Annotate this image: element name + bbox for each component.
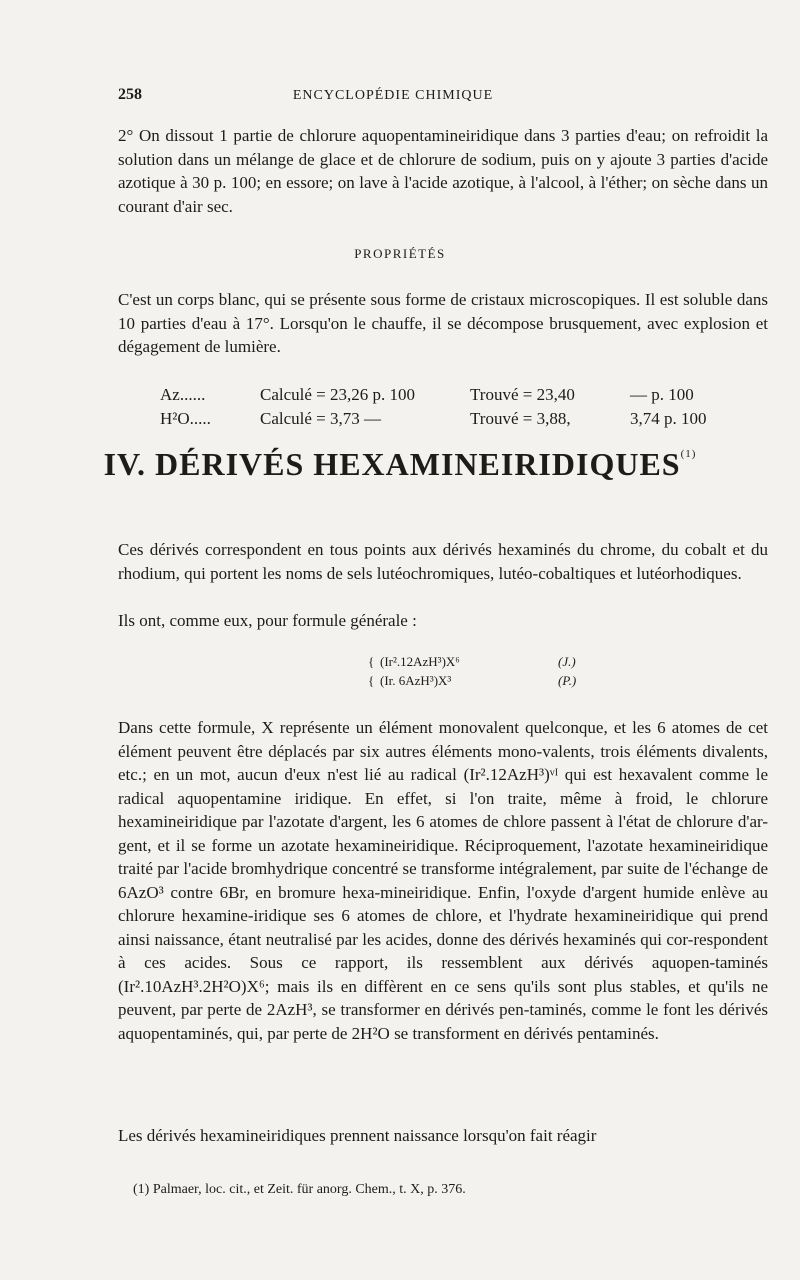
header-title: ENCYCLOPÉDIE CHIMIQUE [292,88,494,103]
footnote: (1) Palmaer, loc. cit., et Zeit. für anorg. Chem., t. X, p. 376. [133,1182,466,1197]
paragraph-formation: Les dérivés hexamineiridiques prennent naissance lorsqu'on fait réagir [118,1126,597,1145]
paragraph-intro: Ces dérivés correspondent en tous points aux dérivés hexaminés du chrome, du cobalt et du rhodium, qui portent les noms de sels lutéochromiques, lutéo-cobaltiques et lutéorhodiques. [118,540,768,583]
formula-row: { (Ir. 6AzH³)X³ (P.) [368,673,577,688]
formula-row: { (Ir².12AzH³)X⁶ (J.) [368,654,576,669]
running-header [118,86,668,108]
analysis-row: Az...... Calculé = 23,26 p. 100 Trouvé = 23,40 — p. 100 [160,385,694,404]
page-number: 258 [118,86,142,103]
analysis-row: H²O..... Calculé = 3,73 — Trouvé = 3,88, 3,74 p. 100 [160,409,707,428]
section-title: PROPRIÉTÉS [354,246,446,261]
footnote-ref: (1) [680,448,697,460]
general-formula [368,652,588,690]
paragraph-preparation: 2° On dissout 1 partie de chlorure aquopentamineiridique dans 3 parties d'eau; on refroidit la solution dans un mélange de glace et de chlorure de sodium, puis on y ajoute 3 parties d'acide azotique à 30 p. 100; en essore; on lave à l'acide azotique, à l'alcool, à l'éther; on sèche dans un courant d'air sec. [118,126,768,216]
paragraph-properties: C'est un corps blanc, qui se présente sous forme de cristaux microscopiques. Il est soluble dans 10 parties d'eau à 17°. Lorsqu'on le chauffe, il se décompose brusquement, avec explosion et dégagement de lumière. [118,290,768,356]
analysis-table [160,383,717,431]
chapter-title: IV. DÉRIVÉS HEXAMINEIRIDIQUES$^{(1)}$ [103,446,697,482]
paragraph-explanation: Dans cette formule, X représente un élément monovalent quelconque, et les 6 atomes de cet élément peuvent être déplacés par six autres éléments mono-valents, trois éléments divalents, etc.; en un mot, aucun d'eux n'est lié au radical (Ir².12AzH³)ᵛᴵ qui est hexavalent comme le radical aquopentamine iridique. En effet, si l'on traite, même à froid, le chlorure hexamineiridique par l'azotate d'argent, les 6 atomes de chlore passent à l'état de chlorure d'ar-gent, et il se forme un azotate hexamineiridique. Réciproquement, l'azotate hexamineiridique traité par l'acide bromhydrique concentré se transforme intégralement, par suite de l'échange de 6AzO³ contre 6Br, en bromure hexa-mineiridique. Enfin, l'oxyde d'argent humide enlève au chlorure hexamine-iridique ses 6 atomes de chlore, et l'hydrate hexamineiridique qui prend ainsi naissance, étant neutralisé par les acides, donne des dérivés hexaminés qui cor-respondent à ces acides. Sous ce rapport, ils ressemblent aux dérivés aquopen-taminés (Ir².10AzH³.2H²O)X⁶; mais ils en diffèrent en ce sens qu'ils sont plus stables, et qu'ils ne peuvent, par perte de 2AzH³, se transformer en dérivés pen-taminés, comme le font les dérivés aquopentaminés, qui, par perte de 2H²O se transforment en dérivés pentaminés. [118,718,768,1043]
paragraph-formula-intro: Ils ont, comme eux, pour formule générale : [118,611,417,630]
